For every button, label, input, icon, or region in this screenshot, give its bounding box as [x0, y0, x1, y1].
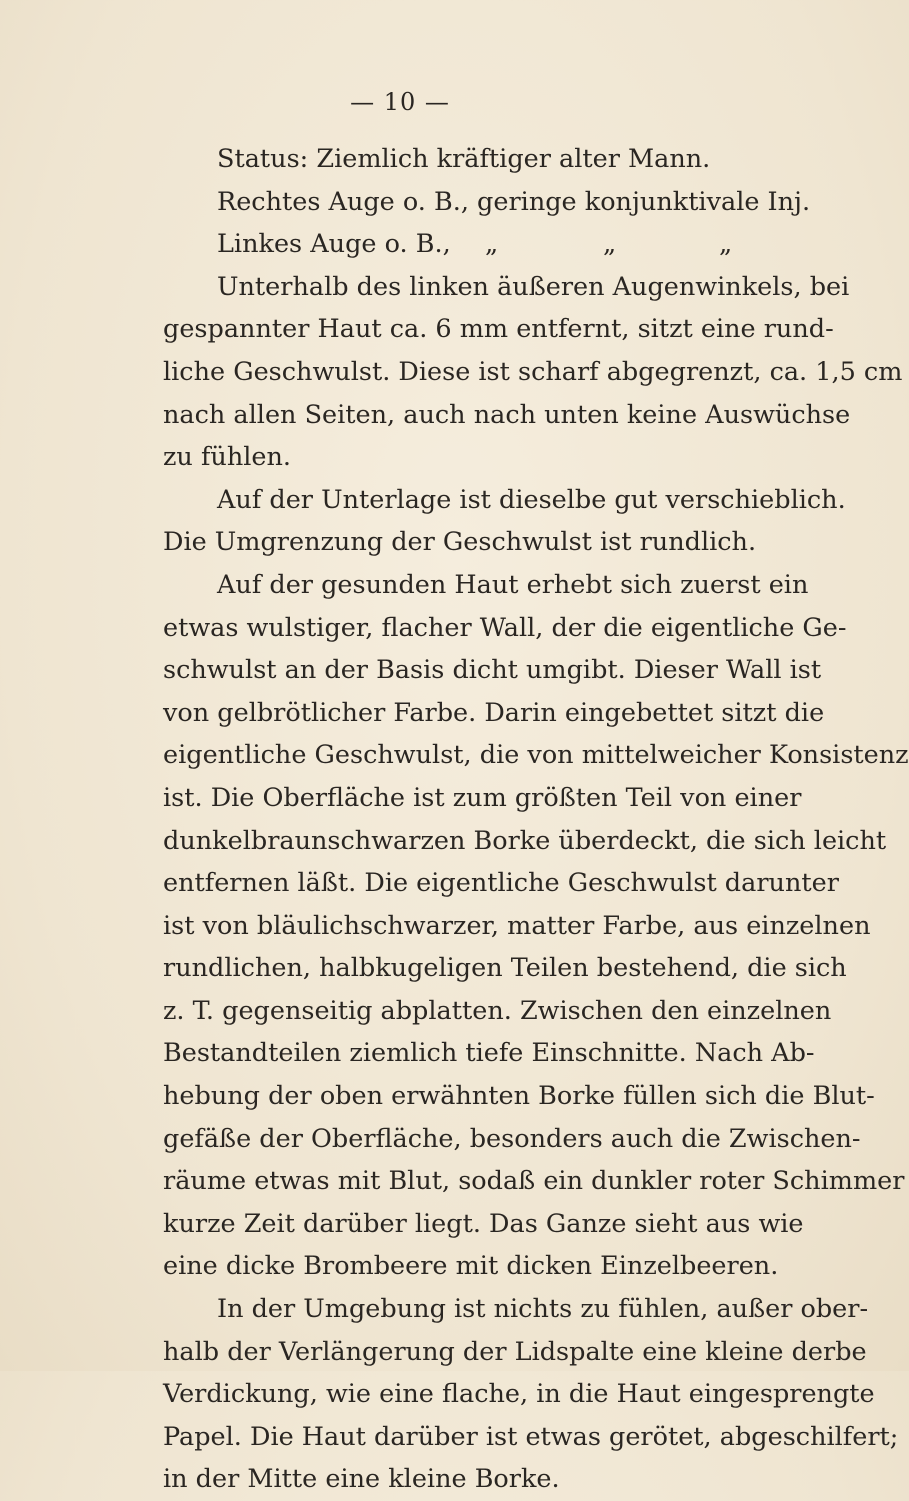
paragraph-line: etwas wulstiger, flacher Wall, der die eigentliche Ge-	[163, 612, 847, 643]
body-text	[163, 138, 909, 1501]
left-eye-text: Linkes Auge o. B.,	[217, 229, 451, 260]
paragraph-line: Verdickung, wie eine flache, in die Haut eingesprengte	[163, 1379, 875, 1410]
paragraph-line: In der Umgebung ist nichts zu fühlen, außer ober-	[217, 1294, 869, 1325]
paragraph-line: eigentliche Geschwulst, die von mittelweicher Konsistenz	[163, 740, 909, 771]
paragraph-line: eine dicke Brombeere mit dicken Einzelbeeren.	[163, 1251, 779, 1282]
paragraph-line: Auf der gesunden Haut erhebt sich zuerst ein	[217, 569, 809, 600]
paragraph-line: Unterhalb des linken äußeren Augenwinkels, bei	[217, 271, 850, 302]
paragraph-line: in der Mitte eine kleine Borke.	[163, 1464, 560, 1495]
paragraph-right-eye-line: Rechtes Auge o. B., geringe konjunktivale Inj.	[217, 186, 811, 217]
paragraph-line: von gelbrötlicher Farbe. Darin eingebettet sitzt die	[163, 697, 825, 728]
page-number: — 10 —	[350, 88, 450, 116]
paragraph-line: ist. Die Oberfläche ist zum größten Teil von einer	[163, 782, 802, 813]
ditto-mark: „	[603, 229, 617, 260]
ditto-mark: „	[485, 229, 499, 260]
ditto-mark: „	[719, 229, 733, 260]
paragraph-line: z. T. gegenseitig abplatten. Zwischen den einzelnen	[163, 995, 832, 1026]
paragraph-left-eye-line	[163, 223, 771, 266]
paragraph-line: zu fühlen.	[163, 442, 292, 473]
paragraph-line: entfernen läßt. Die eigentliche Geschwulst darunter	[163, 868, 839, 899]
paragraph-line: liche Geschwulst. Diese ist scharf abgegrenzt, ca. 1,5 cm	[163, 356, 903, 387]
paragraph-line: ist von bläulichschwarzer, matter Farbe, aus einzelnen	[163, 910, 871, 941]
paragraph-line: kurze Zeit darüber liegt. Das Ganze sieht aus wie	[163, 1208, 804, 1239]
paragraph-line: Die Umgrenzung der Geschwulst ist rundlich.	[163, 527, 757, 558]
paragraph-line: Auf der Unterlage ist dieselbe gut verschieblich.	[217, 484, 846, 515]
paragraph-line: nach allen Seiten, auch nach unten keine Auswüchse	[163, 399, 851, 430]
paragraph-status-line: Status: Ziemlich kräftiger alter Mann.	[217, 144, 711, 174]
paragraph-line: halb der Verlängerung der Lidspalte eine kleine derbe	[163, 1336, 867, 1367]
paragraph-line: gefäße der Oberfläche, besonders auch die Zwischen-	[163, 1123, 861, 1154]
paragraph-line: Papel. Die Haut darüber ist etwas gerötet, abgeschilfert;	[163, 1421, 899, 1452]
paragraph-line: räume etwas mit Blut, sodaß ein dunkler roter Schimmer	[163, 1166, 905, 1197]
paragraph-line: schwulst an der Basis dicht umgibt. Dieser Wall ist	[163, 655, 822, 686]
paragraph-line: dunkelbraunschwarzen Borke überdeckt, die sich leicht	[163, 825, 887, 856]
paragraph-line: rundlichen, halbkugeligen Teilen bestehend, die sich	[163, 953, 847, 984]
paragraph-line: Bestandteilen ziemlich tiefe Einschnitte. Nach Ab-	[163, 1038, 815, 1069]
paragraph-line: hebung der oben erwähnten Borke füllen sich die Blut-	[163, 1081, 875, 1112]
paragraph-line: gespannter Haut ca. 6 mm entfernt, sitzt eine rund-	[163, 314, 834, 345]
